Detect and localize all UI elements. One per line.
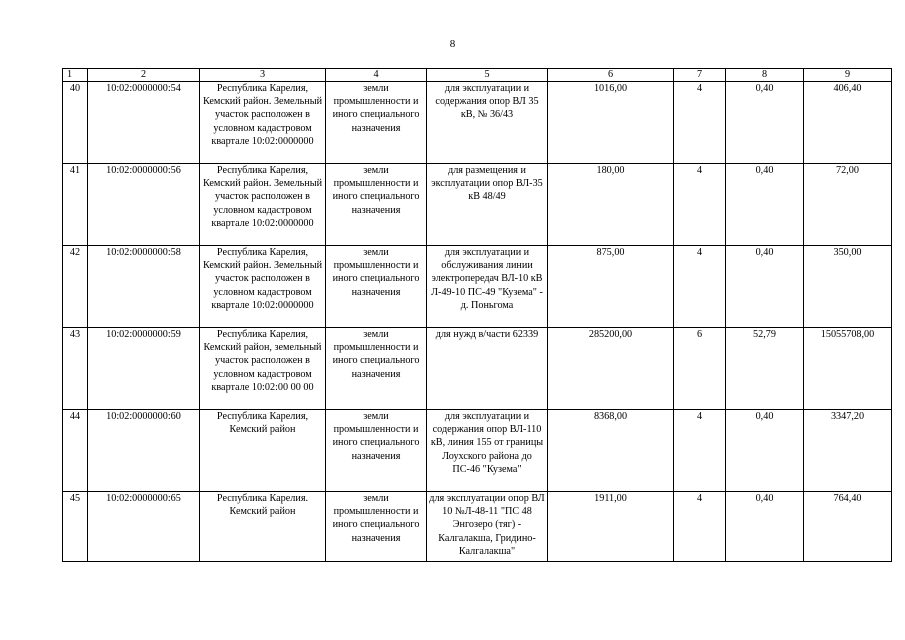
column-7-value: 4 — [674, 410, 726, 492]
row-number: 43 — [63, 328, 88, 410]
column-8-value: 0,40 — [726, 164, 804, 246]
column-9-value: 15055708,00 — [804, 328, 892, 410]
column-8-value: 0,40 — [726, 82, 804, 164]
land-category: земли промышленности и иного специального назначения — [326, 164, 427, 246]
area: 1016,00 — [548, 82, 674, 164]
table-row — [63, 328, 892, 410]
cadastral-number: 10:02:0000000:59 — [88, 328, 200, 410]
cadastral-number: 10:02:0000000:58 — [88, 246, 200, 328]
permitted-use: для эксплуатации опор ВЛ 10 №Л-48-11 "ПС 48 Энгозеро (тяг) - Калгалакша, Гридино-Калгалакша" — [427, 492, 548, 562]
column-7-value: 4 — [674, 492, 726, 562]
permitted-use: для эксплуатации и содержания опор ВЛ 35 кВ, № 36/43 — [427, 82, 548, 164]
column-9-value: 72,00 — [804, 164, 892, 246]
column-7-value: 6 — [674, 328, 726, 410]
cadastral-number: 10:02:0000000:56 — [88, 164, 200, 246]
column-8-value: 52,79 — [726, 328, 804, 410]
column-header: 2 — [88, 69, 200, 82]
column-7-value: 4 — [674, 164, 726, 246]
column-8-value: 0,40 — [726, 410, 804, 492]
land-category: земли промышленности и иного специального назначения — [326, 410, 427, 492]
land-category: земли промышленности и иного специального назначения — [326, 246, 427, 328]
location: Республика Карелия, Кемский район. Земельный участок расположен в условном кадастровом квартале 10:02:0000000 — [200, 164, 326, 246]
cadastral-number: 10:02:0000000:60 — [88, 410, 200, 492]
column-9-value: 3347,20 — [804, 410, 892, 492]
column-header: 5 — [427, 69, 548, 82]
area: 285200,00 — [548, 328, 674, 410]
column-9-value: 764,40 — [804, 492, 892, 562]
location: Республика Карелия, Кемский район. Земельный участок расположен в условном кадастровом квартале 10:02:0000000 — [200, 246, 326, 328]
column-8-value: 0,40 — [726, 492, 804, 562]
location: Республика Карелия, Кемский район — [200, 410, 326, 492]
area: 180,00 — [548, 164, 674, 246]
column-header: 7 — [674, 69, 726, 82]
table-row — [63, 246, 892, 328]
column-9-value: 406,40 — [804, 82, 892, 164]
column-header: 3 — [200, 69, 326, 82]
row-number: 41 — [63, 164, 88, 246]
column-header: 4 — [326, 69, 427, 82]
column-7-value: 4 — [674, 246, 726, 328]
area: 8368,00 — [548, 410, 674, 492]
area: 1911,00 — [548, 492, 674, 562]
location: Республика Карелия, Кемский район. Земельный участок расположен в условном кадастровом квартале 10:02:0000000 — [200, 82, 326, 164]
cadastral-number: 10:02:0000000:54 — [88, 82, 200, 164]
column-7-value: 4 — [674, 82, 726, 164]
permitted-use: для нужд в/части 62339 — [427, 328, 548, 410]
table-row — [63, 164, 892, 246]
column-8-value: 0,40 — [726, 246, 804, 328]
cadastral-number: 10:02:0000000:65 — [88, 492, 200, 562]
location: Республика Карелия, Кемский район, земельный участок расположен в условном кадастровом квартале 10:02:00 00 00 — [200, 328, 326, 410]
column-number-row — [63, 69, 892, 82]
area: 875,00 — [548, 246, 674, 328]
page-number: 8 — [449, 38, 456, 50]
permitted-use: для эксплуатации и обслуживания линии электропередач ВЛ-10 кВ Л-49-10 ПС-49 "Кузема" - д. Поньгома — [427, 246, 548, 328]
row-number: 42 — [63, 246, 88, 328]
row-number: 45 — [63, 492, 88, 562]
table-row — [63, 410, 892, 492]
land-category: земли промышленности и иного специального назначения — [326, 82, 427, 164]
permitted-use: для размещения и эксплуатации опор ВЛ-35 кВ 48/49 — [427, 164, 548, 246]
row-number: 44 — [63, 410, 88, 492]
column-header: 1 — [63, 69, 88, 82]
land-category: земли промышленности и иного специального назначения — [326, 328, 427, 410]
column-header: 6 — [548, 69, 674, 82]
row-number: 40 — [63, 82, 88, 164]
column-header: 8 — [726, 69, 804, 82]
table-row — [63, 82, 892, 164]
column-9-value: 350,00 — [804, 246, 892, 328]
land-category: земли промышленности и иного специального назначения — [326, 492, 427, 562]
location: Республика Карелия. Кемский район — [200, 492, 326, 562]
column-header: 9 — [804, 69, 892, 82]
land-registry-table — [62, 68, 892, 562]
table-row — [63, 492, 892, 562]
permitted-use: для эксплуатации и содержания опор ВЛ-110 кВ, линия 155 от границы Лоухского района до ПС-46 "Кузема" — [427, 410, 548, 492]
